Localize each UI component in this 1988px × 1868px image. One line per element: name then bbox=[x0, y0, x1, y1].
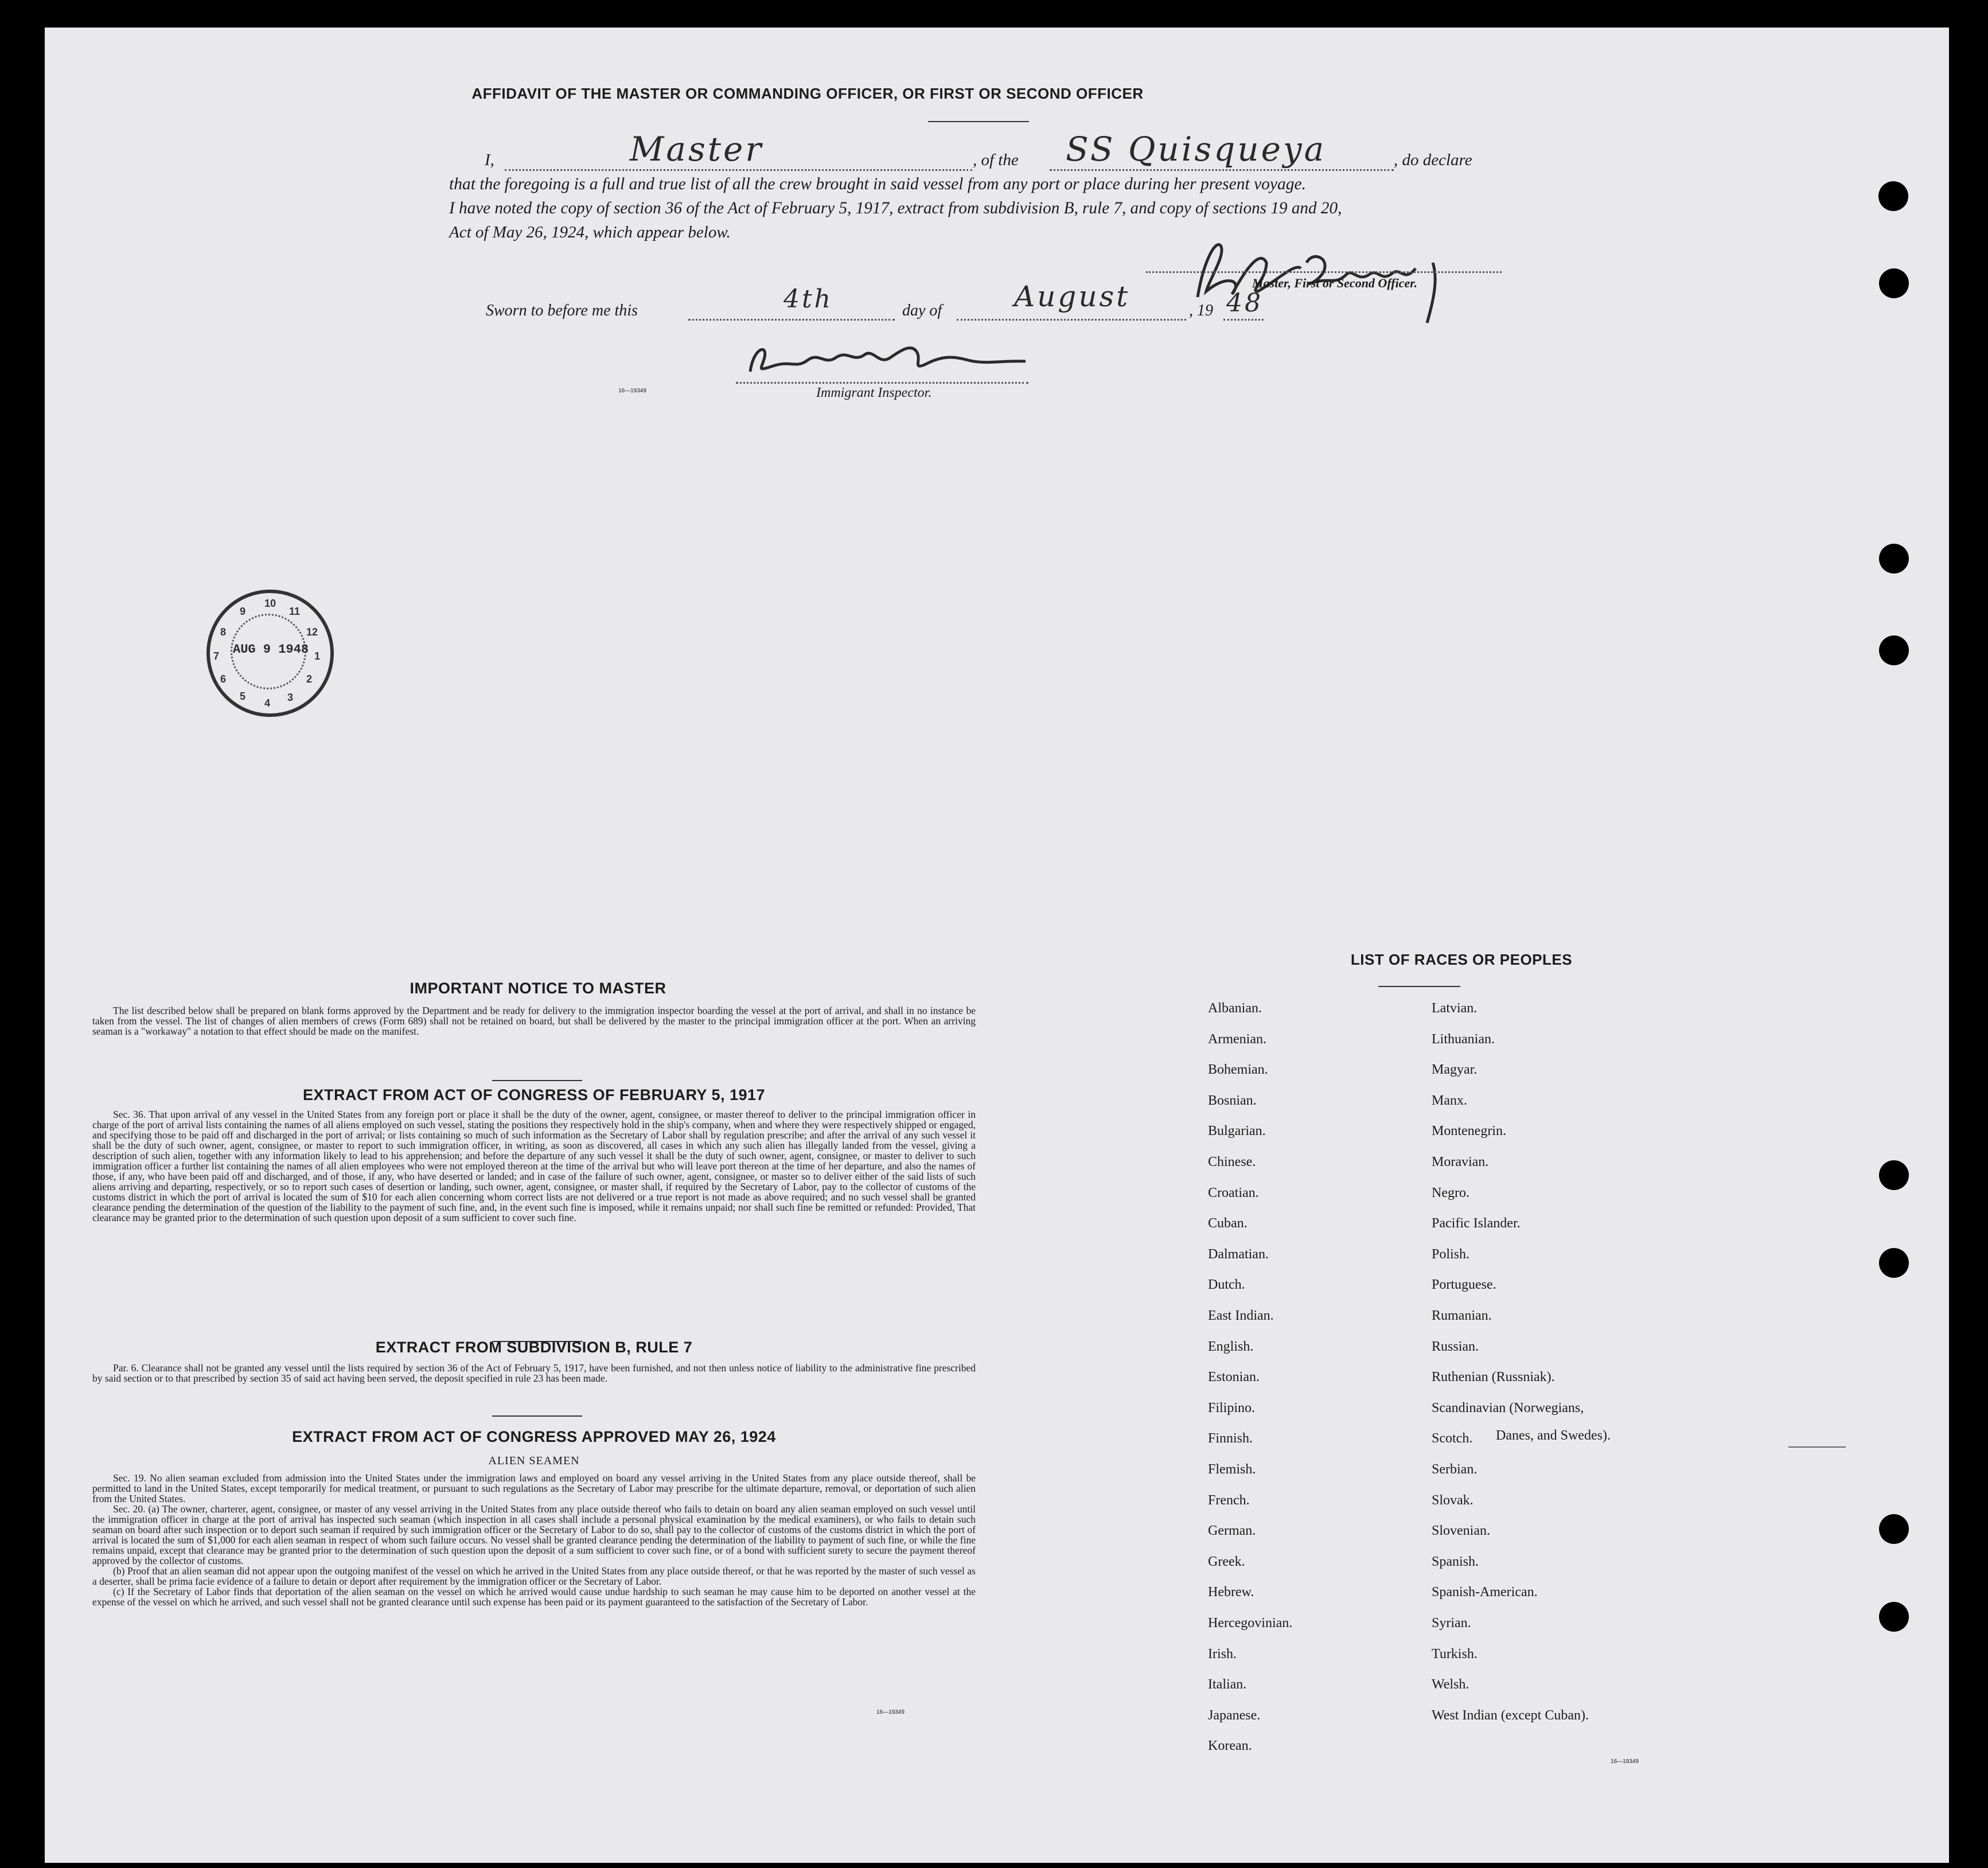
race-item: Finnish. bbox=[1208, 1431, 1253, 1446]
race-item: Flemish. bbox=[1208, 1462, 1256, 1477]
inspector-caption: Immigrant Inspector. bbox=[816, 385, 932, 400]
handwritten-month: August bbox=[1014, 280, 1131, 313]
punch-hole bbox=[1878, 181, 1908, 211]
race-item: Japanese. bbox=[1208, 1707, 1261, 1723]
race-item: East Indian. bbox=[1208, 1308, 1274, 1323]
race-item: Albanian. bbox=[1208, 1001, 1262, 1016]
race-item: Bohemian. bbox=[1208, 1062, 1268, 1078]
extract-form-number: 16—19349 bbox=[876, 1709, 905, 1715]
name-fill-line bbox=[505, 169, 972, 171]
divider bbox=[492, 1415, 582, 1417]
race-item: Dutch. bbox=[1208, 1277, 1245, 1293]
races-form-number: 16—19349 bbox=[1611, 1758, 1639, 1765]
race-item: Bulgarian. bbox=[1208, 1124, 1266, 1139]
race-item: Latvian. bbox=[1432, 1001, 1478, 1016]
race-item: Slovenian. bbox=[1432, 1523, 1490, 1539]
month-fill-line bbox=[957, 319, 1186, 321]
race-item: Croatian. bbox=[1208, 1185, 1259, 1200]
declaration-line-3: I have noted the copy of section 36 of the Act of February 5, 1917, extract from subdivision B, rule 7, and copy of sections 19 and 20, bbox=[449, 199, 1342, 217]
race-item: Italian. bbox=[1208, 1677, 1247, 1692]
race-item: Serbian. bbox=[1432, 1462, 1478, 1477]
affidavit-form-number: 16—19349 bbox=[618, 388, 646, 394]
race-item: Magyar. bbox=[1432, 1062, 1478, 1078]
margin-mark bbox=[1788, 1446, 1846, 1448]
race-item: Lithuanian. bbox=[1432, 1031, 1495, 1047]
race-item: Welsh. bbox=[1432, 1677, 1469, 1692]
races-title: LIST OF RACES OR PEOPLES bbox=[1350, 951, 1573, 968]
handwritten-vessel: SS Quisqueya bbox=[1066, 130, 1327, 169]
punch-hole bbox=[1879, 635, 1909, 665]
signature-caption: Master, First or Second Officer. bbox=[1252, 276, 1418, 290]
race-item: Greek. bbox=[1208, 1554, 1245, 1569]
race-item: Russian. bbox=[1432, 1339, 1479, 1354]
race-item: Pacific Islander. bbox=[1432, 1216, 1521, 1231]
inspector-line bbox=[736, 382, 1028, 384]
race-item: Chinese. bbox=[1208, 1155, 1256, 1169]
race-item: Negro. bbox=[1432, 1185, 1469, 1200]
punch-hole bbox=[1879, 1248, 1909, 1278]
rule7-title: EXTRACT FROM SUBDIVISION B, RULE 7 bbox=[375, 1339, 693, 1356]
handwritten-day: 4th bbox=[783, 284, 833, 314]
notice-title: IMPORTANT NOTICE TO MASTER bbox=[410, 980, 666, 997]
day-of-label: day of bbox=[902, 302, 942, 319]
race-item: Montenegrin. bbox=[1432, 1124, 1506, 1139]
race-item: West Indian (except Cuban). bbox=[1432, 1707, 1589, 1723]
affidavit-title: AFFIDAVIT OF THE MASTER OR COMMANDING OFFICER, OR FIRST OR SECOND OFFICER bbox=[471, 85, 1144, 102]
race-item: Hebrew. bbox=[1208, 1585, 1254, 1600]
rule7-text: Par. 6. Clearance shall not be granted any vessel until the lists required by section 36 of the Act of February 5, 1917, have been furnished, and not then unless notice of liability to the administrative fine prescribed by said section or to that prescribed by section 35 of said act having been served, the deposit specified in rule 23 has been made. bbox=[92, 1362, 976, 1384]
race-item: Manx. bbox=[1432, 1093, 1467, 1108]
race-item: Spanish-American. bbox=[1432, 1585, 1538, 1600]
race-item: Polish. bbox=[1432, 1246, 1470, 1262]
race-scandinavian-continued: Danes, and Swedes). bbox=[1496, 1428, 1611, 1443]
alien-seamen-subtitle: ALIEN SEAMEN bbox=[488, 1454, 580, 1467]
race-item: Estonian. bbox=[1208, 1370, 1260, 1385]
race-item: French. bbox=[1208, 1492, 1250, 1508]
race-item: Rumanian. bbox=[1432, 1308, 1492, 1323]
race-item: Cuban. bbox=[1208, 1216, 1248, 1231]
race-item: Dalmatian. bbox=[1208, 1246, 1269, 1262]
document-page bbox=[45, 28, 1949, 1863]
extract-1917-title: EXTRACT FROM ACT OF CONGRESS OF FEBRUARY 5, 1917 bbox=[302, 1086, 766, 1103]
race-item: Syrian. bbox=[1432, 1616, 1471, 1631]
stamp-date: AUG 9 1948 bbox=[233, 642, 309, 657]
vessel-fill-line bbox=[1050, 169, 1394, 171]
of-the-label: , of the bbox=[973, 151, 1019, 169]
year-prefix-label: , 19 bbox=[1189, 302, 1213, 319]
race-item: Portuguese. bbox=[1432, 1277, 1496, 1293]
race-item: Irish. bbox=[1208, 1646, 1237, 1662]
handwritten-year: 48 bbox=[1226, 288, 1263, 318]
race-item: Korean. bbox=[1208, 1738, 1252, 1754]
day-fill-line bbox=[688, 319, 895, 321]
divider bbox=[492, 1080, 582, 1081]
title-underline bbox=[928, 121, 1029, 122]
inspector-signature bbox=[739, 326, 1037, 389]
race-item: Hercegovinian. bbox=[1208, 1616, 1293, 1631]
declaration-line-2: that the foregoing is a full and true list of all the crew brought in said vessel from any port or place during her present voyage. bbox=[449, 175, 1306, 193]
race-item: Slovak. bbox=[1432, 1492, 1474, 1508]
race-item: Ruthenian (Russniak). bbox=[1432, 1370, 1555, 1385]
race-item: German. bbox=[1208, 1523, 1256, 1539]
race-item: Scotch. bbox=[1432, 1431, 1473, 1446]
punch-hole bbox=[1879, 268, 1909, 298]
race-item: Filipino. bbox=[1208, 1400, 1256, 1415]
declaration-line-1: I, bbox=[485, 151, 494, 169]
punch-hole bbox=[1879, 544, 1909, 574]
year-fill-line bbox=[1223, 319, 1264, 321]
notice-text: The list described below shall be prepared on blank forms approved by the Department and be ready for delivery to the immigration inspector boarding the vessel at the port of arrival, and shall in no instance be taken from the vessel. The list of changes of alien members of crews (Form 689) shall not be retained on board, but shall be delivered by the master to the principal immigration officer at the port. When an arriving seaman is a "workaway" a notation to that effect should be made on the manifest. bbox=[92, 1005, 976, 1037]
race-item: Moravian. bbox=[1432, 1155, 1489, 1169]
punch-hole bbox=[1879, 1602, 1909, 1632]
extract-1917-text: Sec. 36. That upon arrival of any vessel in the United States from any foreign port or place it shall be the duty of the owner, agent, consignee, or master thereof to deliver to the principal immigration officer in charge of the port of arrival lists containing the names of all aliens employed on such vessel, stating the positions they respectively hold in the ship's company, when and where they were respectively shipped or engaged, and specifying those to be paid off and discharged in the port of arrival; or lists containing so much of such information as the Secretary of Labor shall by regulation prescribe; and after the arrival of any such vessel it shall be the duty of such owner, agent, consignee, or master to report to such immigration officer, in writing, as soon as discovered, all cases in which any such alien has illegally landed from the vessel, giving a description of such alien, together with any information likely to lead to his apprehension; and before the departure of any such vessel it shall be the duty of such owner, agent, consignee, or master to deliver to such immigration officer a further list containing the names of all alien employees who were not employed thereon at the time of the arrival but who will leave port thereon at the time of her departure, and also the names of those, if any, who have been paid off and discharged, and of those, if any, who have deserted or landed; and in case of the failure of such owner, agent, consignee, or master so to deliver either of the said lists of such aliens arriving and departing, respectively, or so to report such cases of desertion or landing, such owner, agent, consignee, or master shall, if required by the Secretary of Labor, pay to the collector of customs of the customs district in which the port of arrival is located the sum of $10 for each alien concerning whom correct lists are not delivered or a true report is not made as above required; and no such vessel shall be granted clearance pending the determination of the question of the liability to the payment of such fine, and, in the event such fine is imposed, while it remains unpaid; nor shall such fine be remitted or refunded: Provided, That clearance may be granted prior to the determination of such question upon deposit of a sum sufficient to cover such fine. bbox=[92, 1109, 976, 1223]
extract-1924-title: EXTRACT FROM ACT OF CONGRESS APPROVED MAY 26, 1924 bbox=[292, 1428, 776, 1445]
handwritten-name: Master bbox=[630, 130, 764, 169]
race-item: Scandinavian (Norwegians, bbox=[1432, 1400, 1584, 1415]
race-item: Armenian. bbox=[1208, 1031, 1266, 1047]
race-item: English. bbox=[1208, 1339, 1254, 1354]
races-title-underline bbox=[1378, 986, 1460, 987]
punch-hole bbox=[1879, 1160, 1909, 1190]
received-date-stamp: 10 11 12 1 2 3 4 5 6 7 8 9 AUG 9 1948 bbox=[206, 590, 334, 717]
race-item: Bosnian. bbox=[1208, 1093, 1257, 1108]
race-item: Spanish. bbox=[1432, 1554, 1479, 1569]
extract-1924-text: Sec. 19. No alien seaman excluded from admission into the United States under the immigration laws and employed on board any vessel arriving in the United States from any place outside thereof, shall be permitted to land in the United States, except temporarily for medical treatment, or pursuant to such regulations as the Secretary of Labor may prescribe for the ultimate departure, removal, or deportation of such alien from the United States. Sec. 20. (a) The owner, charterer, agent, consignee, or master of any vessel arriving in the United States from any place outside thereof who fails to detain on board any alien seaman employed on such vessel until the immigration officer in charge at the port of arrival has inspected such seaman (which inspection in all cases shall include a personal physical examination by the medical examiners), or who fails to detain such seaman on board after such inspection or to deport such seaman if required by such immigration officer or the Secretary of Labor to do so, shall pay to the collector of customs of the customs district in which the port of arrival is located the sum of $1,000 for each alien seaman in respect of whom such failure occurs. No vessel shall be granted clearance pending the determination of the liability to payment of such fine, or while the fine remains unpaid, except that clearance may be granted prior to the determination of such question upon the deposit of a sum sufficient to cover such fine, or of a bond with sufficient surety to secure the payment thereof approved by the collector of customs. (b) Proof that an alien seaman did not appear upon the outgoing manifest of the vessel on which he arrived in the United States from any place outside thereof, or that he was reported by the master of such vessel as a deserter, shall be prima facie evidence of a failure to detain or deport after requirement by the immigration officer or the Secretary of Labor. (c) If the Secretary of Labor finds that deportation of the alien seaman on the vessel on which he arrived would cause undue hardship to such seaman he may cause him to be deported on another vessel at the expense of the vessel on which he arrived, and such vessel shall not be granted clearance until such expense has been paid or its payment guaranteed to the satisfaction of the Secretary of Labor. bbox=[92, 1472, 976, 1608]
punch-hole bbox=[1879, 1514, 1909, 1544]
do-declare-label: , do declare bbox=[1394, 151, 1472, 169]
race-item: Turkish. bbox=[1432, 1646, 1478, 1662]
sworn-label: Sworn to before me this bbox=[486, 302, 638, 319]
declaration-line-4: Act of May 26, 1924, which appear below. bbox=[449, 223, 731, 241]
signature-line bbox=[1146, 271, 1502, 273]
